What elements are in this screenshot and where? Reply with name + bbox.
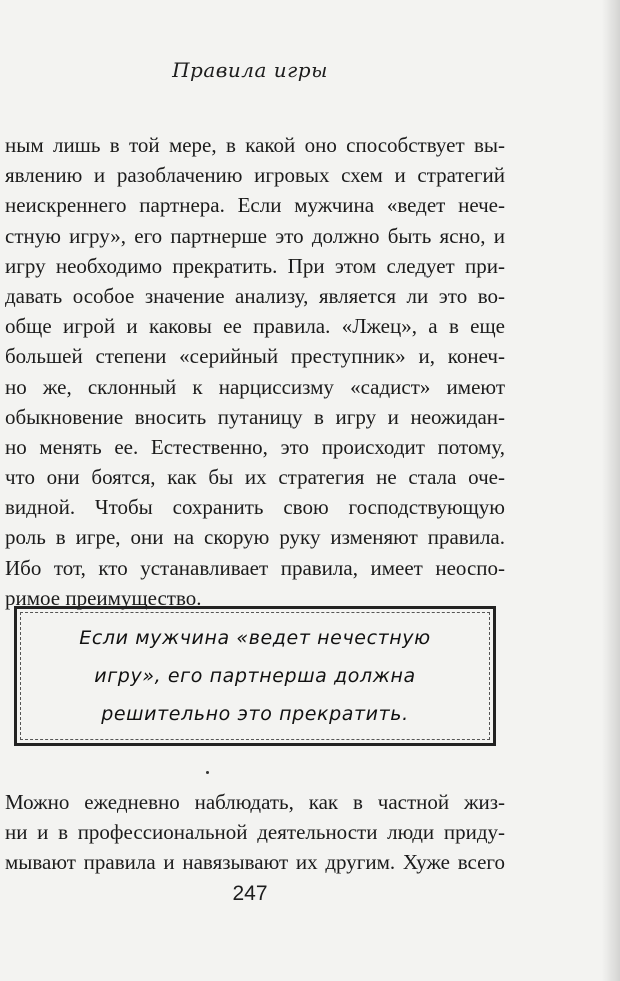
text-line: видной. Чтобы сохранить свою господствующую — [5, 495, 505, 520]
paragraph-continuation — [5, 787, 505, 878]
text-line: игру необходимо прекратить. При этом следует при- — [5, 253, 505, 278]
text-line: но же, склонный к нарциссизму «садист» имеют — [5, 374, 505, 399]
running-header: Правила игры — [172, 58, 328, 82]
text-line: Ибо тот, кто устанавливает правила, имеет неоспо- — [5, 555, 505, 580]
text-line: неискреннего партнера. Если мужчина «ведет нече- — [5, 193, 505, 218]
paragraph-main — [5, 130, 505, 613]
text-line: но менять ее. Естественно, это происходит потому, — [5, 434, 505, 459]
text-line: стную игру», его партнерше это должно быть ясно, и — [5, 223, 505, 248]
text-line: явлению и разоблачению игровых схем и стратегий — [5, 163, 505, 188]
pull-quote-line: игру», его партнерша должна — [94, 665, 416, 687]
pull-quote-inner-border — [20, 612, 490, 740]
text-line: ным лишь в той мере, в какой оно способствует вы- — [5, 133, 505, 157]
text-line: большей степени «серийный преступник» и, конеч- — [5, 344, 505, 369]
text-line: мывают правила и навязывают их другим. Хуже всего — [5, 850, 505, 875]
page-number: 247 — [232, 882, 268, 905]
pull-quote-line: решительно это прекратить. — [101, 703, 409, 725]
text-line: ни и в профессиональной деятельности люди приду- — [5, 820, 505, 845]
page-edge-shadow — [602, 0, 620, 981]
text-line: обще игрой и каковы ее правила. «Лжец», а в еще — [5, 314, 505, 339]
text-line: давать особое значение анализу, является ли это во- — [5, 283, 505, 308]
pull-quote-line: Если мужчина «ведет нечестную — [79, 627, 431, 649]
text-line: римое преимущество. — [5, 585, 202, 610]
text-line: Можно ежедневно наблюдать, как в частной жиз- — [5, 790, 505, 814]
pull-quote-box — [14, 606, 496, 746]
text-line: обыкновение вносить путаницу в игру и неожидан- — [5, 404, 505, 429]
text-line: что они боятся, как бы их стратегия не стала оче- — [5, 465, 505, 490]
text-line: роль в игре, они на скорую руку изменяют правила. — [5, 525, 505, 550]
print-speck — [206, 771, 209, 774]
